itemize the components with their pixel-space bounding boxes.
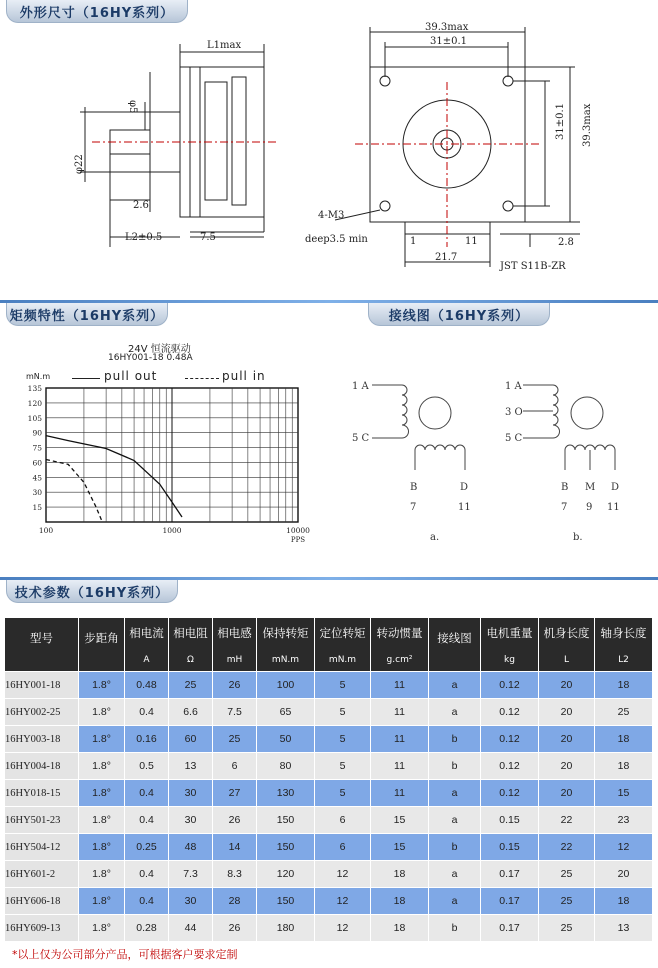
- table-cell: 11: [371, 753, 429, 780]
- dim-side-gap: 7.5: [200, 232, 216, 243]
- table-cell: 18: [595, 888, 653, 915]
- table-cell: 7.3: [169, 861, 213, 888]
- column-header-unit: mN.m: [271, 654, 300, 665]
- table-cell: 0.12: [481, 726, 539, 753]
- table-cell: 44: [169, 915, 213, 942]
- table-row: [5, 861, 653, 888]
- model-cell: 16HY606-18: [5, 888, 79, 915]
- y-tick-label: 60: [32, 458, 42, 468]
- table-cell: b: [429, 726, 481, 753]
- table-cell: 30: [169, 888, 213, 915]
- table-cell: 20: [539, 672, 595, 699]
- y-tick-label: 15: [32, 503, 42, 513]
- connector-pin-last: 11: [465, 236, 478, 247]
- table-cell: 100: [257, 672, 315, 699]
- table-cell: a: [429, 672, 481, 699]
- column-header: [257, 618, 315, 672]
- table-cell: 22: [539, 834, 595, 861]
- table-cell: 0.4: [125, 807, 169, 834]
- column-header: [429, 618, 481, 672]
- wire-b-d: D: [611, 482, 620, 493]
- table-cell: 7.5: [213, 699, 257, 726]
- table-cell: 25: [539, 861, 595, 888]
- table-cell: 11: [371, 726, 429, 753]
- x-tick-label: 1000: [162, 526, 182, 535]
- table-cell: 0.17: [481, 915, 539, 942]
- x-tick-label: 10000: [286, 526, 310, 535]
- table-cell: 1.8°: [79, 807, 125, 834]
- table-cell: 28: [213, 888, 257, 915]
- model-cell: 16HY001-18: [5, 672, 79, 699]
- dim-width-max: 39.3max: [425, 22, 469, 33]
- wire-a-top: 1 A: [352, 381, 369, 392]
- table-cell: 18: [371, 888, 429, 915]
- column-header-unit: L2: [618, 654, 629, 665]
- table-cell: 0.4: [125, 780, 169, 807]
- table-cell: 12: [595, 834, 653, 861]
- table-cell: 6: [213, 753, 257, 780]
- spec-table: [4, 617, 653, 942]
- table-cell: 1.8°: [79, 861, 125, 888]
- wire-b-m: M: [585, 482, 596, 493]
- table-cell: 80: [257, 753, 315, 780]
- model-cell: 16HY504-12: [5, 834, 79, 861]
- model-cell: 16HY501-23: [5, 807, 79, 834]
- table-row: [5, 807, 653, 834]
- table-cell: a: [429, 780, 481, 807]
- table-cell: 14: [213, 834, 257, 861]
- table-cell: 48: [169, 834, 213, 861]
- dim-screw: 4-M3: [318, 210, 345, 221]
- table-cell: 0.12: [481, 672, 539, 699]
- table-cell: 5: [315, 699, 371, 726]
- column-header: [481, 618, 539, 672]
- connector-part: JST S11B-ZR: [500, 261, 566, 272]
- table-cell: 18: [595, 726, 653, 753]
- table-cell: 12: [315, 861, 371, 888]
- table-cell: 0.12: [481, 753, 539, 780]
- series-pull-in: [46, 460, 102, 523]
- table-cell: 150: [257, 834, 315, 861]
- x-tick-label: 100: [38, 526, 54, 535]
- column-header-unit: g.cm²: [386, 654, 413, 665]
- table-cell: 1.8°: [79, 915, 125, 942]
- table-row: [5, 834, 653, 861]
- wire-b-b: B: [561, 482, 569, 493]
- table-cell: 60: [169, 726, 213, 753]
- table-cell: 12: [315, 915, 371, 942]
- column-header: [5, 618, 79, 672]
- torque-caption-2: 16HY001-18 0.48A: [108, 353, 193, 363]
- table-cell: 0.4: [125, 888, 169, 915]
- column-header-unit: mH: [226, 654, 243, 665]
- table-cell: 0.12: [481, 699, 539, 726]
- column-header: [169, 618, 213, 672]
- table-cell: 20: [595, 861, 653, 888]
- table-cell: 25: [213, 726, 257, 753]
- column-header: [125, 618, 169, 672]
- table-row: [5, 699, 653, 726]
- table-cell: 0.4: [125, 861, 169, 888]
- table-cell: b: [429, 753, 481, 780]
- column-header-label: 相电感: [217, 625, 252, 640]
- table-cell: 13: [169, 753, 213, 780]
- table-cell: 1.8°: [79, 672, 125, 699]
- legend-pull-in-line: [185, 378, 219, 379]
- table-cell: a: [429, 807, 481, 834]
- table-cell: 30: [169, 807, 213, 834]
- table-cell: 1.8°: [79, 726, 125, 753]
- footnote: *以上仅为公司部分产品，可根据客户要求定制: [12, 948, 238, 961]
- table-cell: 20: [539, 699, 595, 726]
- section-title-wiring: 接线图（16HY系列）: [368, 303, 550, 326]
- table-cell: 15: [371, 834, 429, 861]
- table-cell: 12: [315, 888, 371, 915]
- table-cell: 25: [169, 672, 213, 699]
- table-cell: 0.15: [481, 834, 539, 861]
- column-header-label: 相电流: [129, 625, 164, 640]
- table-cell: 18: [595, 672, 653, 699]
- section-title-dimensions: 外形尺寸（16HY系列）: [6, 0, 188, 23]
- y-tick-label: 30: [32, 488, 42, 498]
- legend-pull-in: pull in: [222, 369, 266, 383]
- table-cell: 1.8°: [79, 780, 125, 807]
- table-cell: 0.4: [125, 699, 169, 726]
- column-header-label: 电机重量: [486, 625, 533, 640]
- table-cell: 20: [539, 780, 595, 807]
- table-row: [5, 753, 653, 780]
- table-cell: 18: [371, 861, 429, 888]
- table-cell: 120: [257, 861, 315, 888]
- table-cell: 6: [315, 834, 371, 861]
- table-cell: b: [429, 915, 481, 942]
- column-header: [315, 618, 371, 672]
- table-row: [5, 780, 653, 807]
- table-cell: a: [429, 699, 481, 726]
- wire-b-d-num: 11: [607, 502, 620, 513]
- table-cell: 0.12: [481, 780, 539, 807]
- column-header-label: 转动惯量: [376, 625, 423, 640]
- table-cell: 8.3: [213, 861, 257, 888]
- table-cell: 0.17: [481, 888, 539, 915]
- table-cell: 0.48: [125, 672, 169, 699]
- table-cell: 11: [371, 672, 429, 699]
- connector-pin-first: 1: [410, 236, 417, 247]
- table-cell: 30: [169, 780, 213, 807]
- legend-pull-out-line: [72, 378, 100, 379]
- model-cell: 16HY002-25: [5, 699, 79, 726]
- table-cell: 25: [595, 699, 653, 726]
- column-header-label: 保持转矩: [262, 625, 309, 640]
- table-cell: 23: [595, 807, 653, 834]
- dim-hole-pitch-v: 31±0.1: [555, 102, 566, 140]
- column-header-unit: mN.m: [328, 654, 357, 665]
- table-cell: 0.15: [481, 807, 539, 834]
- x-unit-label: PPS: [290, 536, 306, 544]
- column-header-label: 步距角: [84, 630, 119, 645]
- table-cell: 1.8°: [79, 753, 125, 780]
- column-header: [213, 618, 257, 672]
- table-cell: 27: [213, 780, 257, 807]
- table-cell: 15: [371, 807, 429, 834]
- wire-a-d-num: 11: [458, 502, 471, 513]
- legend-pull-out: pull out: [104, 369, 158, 383]
- section-title-specs: 技术参数（16HY系列）: [6, 580, 178, 603]
- table-cell: 180: [257, 915, 315, 942]
- table-cell: 11: [371, 780, 429, 807]
- wire-b-bottom: 5 C: [505, 433, 523, 444]
- column-header-unit: Ω: [187, 654, 194, 665]
- dim-shaft-dia: φ5: [127, 100, 138, 114]
- y-tick-label: 135: [27, 384, 42, 393]
- model-cell: 16HY609-13: [5, 915, 79, 942]
- table-cell: 11: [371, 699, 429, 726]
- table-row: [5, 726, 653, 753]
- table-cell: 22: [539, 807, 595, 834]
- table-cell: 1.8°: [79, 888, 125, 915]
- table-cell: 20: [539, 753, 595, 780]
- table-cell: 13: [595, 915, 653, 942]
- dim-connector-height: 2.8: [558, 237, 574, 248]
- table-cell: 150: [257, 888, 315, 915]
- table-cell: 130: [257, 780, 315, 807]
- wire-b-m-num: 9: [586, 502, 593, 513]
- dim-height-max: 39.3max: [582, 103, 593, 147]
- model-cell: 16HY003-18: [5, 726, 79, 753]
- table-cell: 5: [315, 672, 371, 699]
- y-tick-label: 105: [27, 413, 42, 423]
- dim-flange-thk: 2.6: [133, 200, 149, 211]
- table-cell: 0.17: [481, 861, 539, 888]
- table-cell: b: [429, 834, 481, 861]
- column-header: [371, 618, 429, 672]
- dimension-drawing: [0, 22, 658, 277]
- table-cell: 18: [371, 915, 429, 942]
- column-header-label: 接线图: [437, 630, 472, 645]
- wire-b-mid: 3 O: [505, 407, 523, 418]
- wiring-diagram-a: [340, 375, 480, 545]
- table-cell: 6.6: [169, 699, 213, 726]
- dim-body-length: L1max: [207, 40, 242, 51]
- table-cell: 26: [213, 915, 257, 942]
- section-title-torque: 矩频特性（16HY系列）: [6, 303, 168, 326]
- model-cell: 16HY004-18: [5, 753, 79, 780]
- column-header-label: 相电阻: [173, 625, 208, 640]
- wire-a-b-num: 7: [410, 502, 417, 513]
- table-cell: 5: [315, 753, 371, 780]
- y-tick-label: 45: [32, 473, 42, 483]
- table-cell: 25: [539, 888, 595, 915]
- wire-b-b-num: 7: [561, 502, 568, 513]
- table-cell: 18: [595, 753, 653, 780]
- column-header-label: 机身长度: [543, 625, 590, 640]
- table-cell: 0.28: [125, 915, 169, 942]
- wire-a-b: B: [410, 482, 418, 493]
- torque-caption-1: 24V 恒流驱动: [128, 344, 191, 355]
- model-cell: 16HY601-2: [5, 861, 79, 888]
- column-header: [79, 618, 125, 672]
- table-cell: 0.5: [125, 753, 169, 780]
- column-header-unit: kg: [504, 654, 515, 665]
- wire-b-caption: b.: [573, 532, 583, 543]
- column-header-unit: L: [563, 654, 569, 665]
- table-cell: 150: [257, 807, 315, 834]
- table-row: [5, 888, 653, 915]
- wiring-diagram-b: [495, 375, 635, 545]
- table-cell: 1.8°: [79, 834, 125, 861]
- table-cell: 26: [213, 807, 257, 834]
- table-row: [5, 915, 653, 942]
- wire-a-caption: a.: [430, 532, 440, 543]
- wire-b-top: 1 A: [505, 381, 522, 392]
- table-cell: 15: [595, 780, 653, 807]
- column-header-label: 定位转矩: [319, 625, 366, 640]
- table-cell: 6: [315, 807, 371, 834]
- table-cell: a: [429, 861, 481, 888]
- dim-shaft-length: L2±0.5: [125, 232, 163, 243]
- y-tick-label: 90: [32, 428, 42, 438]
- table-cell: 26: [213, 672, 257, 699]
- column-header-label: 轴身长度: [600, 625, 647, 640]
- table-row: [5, 672, 653, 699]
- dim-connector-offset: 21.7: [435, 252, 458, 263]
- y-tick-label: 120: [27, 398, 42, 408]
- column-header-unit: A: [143, 654, 150, 665]
- table-cell: 25: [539, 915, 595, 942]
- table-cell: 5: [315, 780, 371, 807]
- table-cell: 0.16: [125, 726, 169, 753]
- column-header-label: 型号: [30, 630, 53, 645]
- torque-chart: [20, 382, 310, 552]
- dim-boss-dia: φ22: [74, 154, 85, 174]
- table-cell: 0.25: [125, 834, 169, 861]
- dim-screw-depth: deep3.5 min: [305, 234, 368, 245]
- torque-unit: mN.m: [26, 372, 51, 381]
- table-cell: 5: [315, 726, 371, 753]
- y-tick-label: 75: [32, 443, 42, 453]
- table-cell: 65: [257, 699, 315, 726]
- table-cell: 50: [257, 726, 315, 753]
- model-cell: 16HY018-15: [5, 780, 79, 807]
- column-header: [595, 618, 653, 672]
- dim-hole-pitch-h: 31±0.1: [430, 36, 468, 47]
- table-cell: 1.8°: [79, 699, 125, 726]
- table-cell: a: [429, 888, 481, 915]
- wire-a-bottom: 5 C: [352, 433, 370, 444]
- table-cell: 20: [539, 726, 595, 753]
- wire-a-d: D: [460, 482, 469, 493]
- column-header: [539, 618, 595, 672]
